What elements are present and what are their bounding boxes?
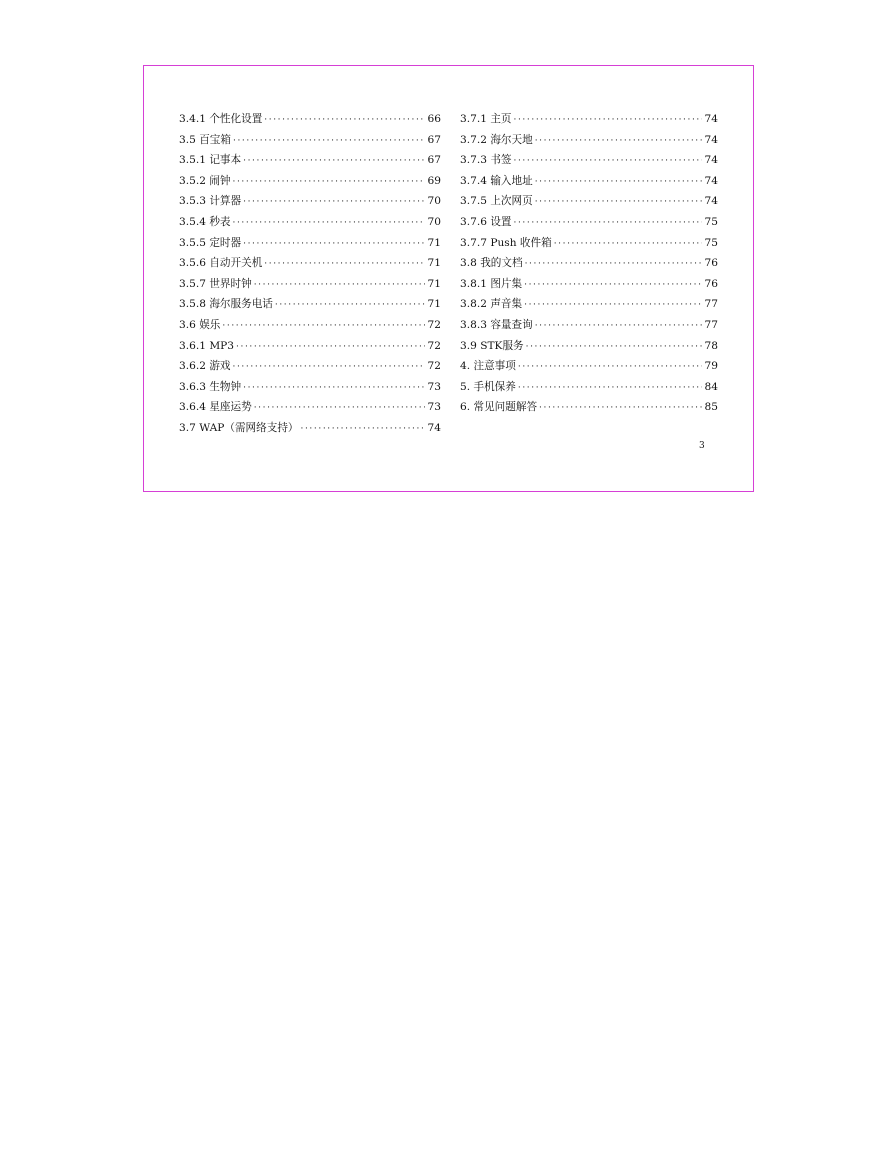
toc-entry-page: 71	[427, 277, 441, 290]
toc-entry-page: 70	[427, 195, 441, 208]
toc-dot-leader	[236, 337, 425, 358]
toc-dot-leader	[264, 110, 425, 131]
toc-dot-leader	[254, 398, 425, 419]
toc-entry[interactable]	[179, 212, 441, 233]
toc-entry[interactable]	[460, 171, 718, 192]
toc-dot-leader	[275, 295, 425, 316]
toc-entry[interactable]	[179, 253, 441, 274]
toc-entry-title: 3.8.3 容量查询	[460, 318, 533, 331]
toc-entry-page: 72	[427, 360, 441, 373]
toc-entry[interactable]	[179, 274, 441, 295]
toc-entry[interactable]	[460, 356, 718, 377]
toc-dot-leader	[514, 213, 702, 234]
toc-entry[interactable]	[179, 130, 441, 151]
toc-dot-leader	[554, 234, 702, 255]
toc-entry[interactable]	[179, 336, 441, 357]
toc-dot-leader	[233, 213, 425, 234]
toc-entry[interactable]	[460, 109, 718, 130]
toc-entry-page: 78	[704, 339, 718, 352]
toc-entry[interactable]	[179, 377, 441, 398]
toc-entry-title: 3.6 娱乐	[179, 318, 221, 331]
toc-dot-leader	[526, 337, 702, 358]
toc-dot-leader	[539, 398, 702, 419]
toc-dot-leader	[301, 419, 425, 440]
toc-entry-title: 3.9 STK服务	[460, 339, 524, 352]
toc-entry-title: 3.7.5 上次网页	[460, 195, 533, 208]
toc-entry-title: 3.7.3 书签	[460, 154, 512, 167]
toc-entry-title: 3.5 百宝箱	[179, 133, 231, 146]
toc-entry[interactable]	[179, 171, 441, 192]
toc-entry-title: 3.7.6 设置	[460, 215, 512, 228]
toc-entry-page: 76	[704, 277, 718, 290]
toc-dot-leader	[525, 254, 702, 275]
toc-entry[interactable]	[460, 377, 718, 398]
toc-entry[interactable]	[460, 294, 718, 315]
toc-left-column	[179, 109, 441, 439]
toc-entry[interactable]	[179, 418, 441, 439]
toc-entry-page: 66	[427, 113, 441, 125]
toc-entry-title: 3.7.2 海尔天地	[460, 133, 533, 146]
toc-entry-title: 3.7.1 主页	[460, 113, 512, 125]
toc-entry-title: 3.7 WAP（需网络支持）	[179, 421, 299, 434]
toc-entry-page: 72	[427, 339, 441, 352]
toc-entry-title: 3.5.5 定时器	[179, 236, 242, 249]
toc-dot-leader	[233, 357, 425, 378]
toc-dot-leader	[233, 172, 425, 193]
toc-dot-leader	[243, 151, 425, 172]
toc-entry-title: 3.8 我的文档	[460, 257, 523, 270]
toc-entry-page: 71	[427, 298, 441, 311]
toc-dot-leader	[518, 357, 702, 378]
toc-entry-page: 75	[704, 215, 718, 228]
toc-entry[interactable]	[460, 274, 718, 295]
toc-dot-leader	[518, 378, 702, 399]
toc-entry-title: 3.5.7 世界时钟	[179, 277, 252, 290]
toc-entry[interactable]	[179, 109, 441, 130]
toc-dot-leader	[535, 131, 702, 152]
toc-entry-page: 73	[427, 380, 441, 393]
toc-entry-page: 67	[427, 154, 441, 167]
toc-dot-leader	[514, 110, 702, 131]
toc-entry-page: 76	[704, 257, 718, 270]
toc-entry-page: 74	[704, 195, 718, 208]
toc-entry-page: 71	[427, 257, 441, 270]
toc-entry[interactable]	[460, 191, 718, 212]
toc-entry-title: 3.5.3 计算器	[179, 195, 242, 208]
toc-dot-leader	[243, 192, 425, 213]
toc-entry-title: 3.8.2 声音集	[460, 298, 523, 311]
toc-right-column	[460, 109, 718, 418]
toc-entry-page: 79	[704, 360, 718, 373]
toc-entry[interactable]	[460, 315, 718, 336]
toc-dot-leader	[535, 316, 702, 337]
toc-entry-title: 5. 手机保养	[460, 380, 516, 393]
toc-dot-leader	[254, 275, 425, 296]
toc-dot-leader	[514, 151, 702, 172]
toc-dot-leader	[243, 378, 425, 399]
toc-entry-page: 74	[704, 174, 718, 187]
toc-entry[interactable]	[460, 150, 718, 171]
page-number: 3	[699, 441, 705, 451]
toc-entry-title: 4. 注意事项	[460, 360, 516, 373]
toc-entry[interactable]	[460, 130, 718, 151]
toc-entry-page: 74	[704, 133, 718, 146]
toc-entry-title: 3.7.7 Push 收件箱	[460, 236, 552, 249]
toc-entry-page: 85	[704, 401, 718, 414]
toc-entry-page: 70	[427, 215, 441, 228]
toc-entry-page: 77	[704, 298, 718, 311]
toc-entry-page: 67	[427, 133, 441, 146]
toc-entry-page: 75	[704, 236, 718, 249]
toc-dot-leader	[243, 234, 425, 255]
toc-entry-page: 69	[427, 174, 441, 187]
toc-entry[interactable]	[460, 212, 718, 233]
toc-entry-page: 73	[427, 401, 441, 414]
toc-entry-title: 3.4.1 个性化设置	[179, 113, 263, 125]
toc-entry-title: 3.5.8 海尔服务电话	[179, 298, 273, 311]
toc-entry[interactable]	[179, 233, 441, 254]
toc-entry-page: 74	[427, 421, 441, 434]
toc-entry-page: 72	[427, 318, 441, 331]
toc-entry-page: 77	[704, 318, 718, 331]
toc-entry[interactable]	[460, 253, 718, 274]
toc-entry[interactable]	[179, 356, 441, 377]
toc-entry-title: 6. 常见问题解答	[460, 401, 538, 414]
toc-entry[interactable]	[179, 294, 441, 315]
toc-dot-leader	[535, 172, 702, 193]
toc-dot-leader	[233, 131, 425, 152]
toc-entry[interactable]	[460, 336, 718, 357]
toc-entry-page: 71	[427, 236, 441, 249]
toc-entry[interactable]	[179, 191, 441, 212]
toc-entry[interactable]	[460, 397, 718, 418]
toc-entry-title: 3.5.2 闹钟	[179, 174, 231, 187]
toc-entry-title: 3.5.4 秒表	[179, 215, 231, 228]
toc-dot-leader	[524, 295, 702, 316]
toc-entry[interactable]	[179, 150, 441, 171]
toc-entry-title: 3.7.4 输入地址	[460, 174, 533, 187]
toc-dot-leader	[264, 254, 425, 275]
toc-entry[interactable]	[179, 397, 441, 418]
toc-entry-title: 3.5.6 自动开关机	[179, 257, 263, 270]
toc-entry-page: 74	[704, 113, 718, 125]
toc-entry-title: 3.6.2 游戏	[179, 360, 231, 373]
toc-entry[interactable]	[460, 233, 718, 254]
toc-entry-title: 3.6.4 星座运势	[179, 401, 252, 414]
toc-entry-page: 84	[704, 380, 718, 393]
toc-entry-title: 3.5.1 记事本	[179, 154, 242, 167]
toc-dot-leader	[222, 316, 425, 337]
toc-entry-title: 3.6.3 生物钟	[179, 380, 242, 393]
toc-entry[interactable]	[179, 315, 441, 336]
toc-dot-leader	[524, 275, 702, 296]
toc-entry-title: 3.8.1 图片集	[460, 277, 523, 290]
toc-dot-leader	[535, 192, 702, 213]
toc-entry-title: 3.6.1 MP3	[179, 339, 235, 352]
toc-entry-page: 74	[704, 154, 718, 167]
